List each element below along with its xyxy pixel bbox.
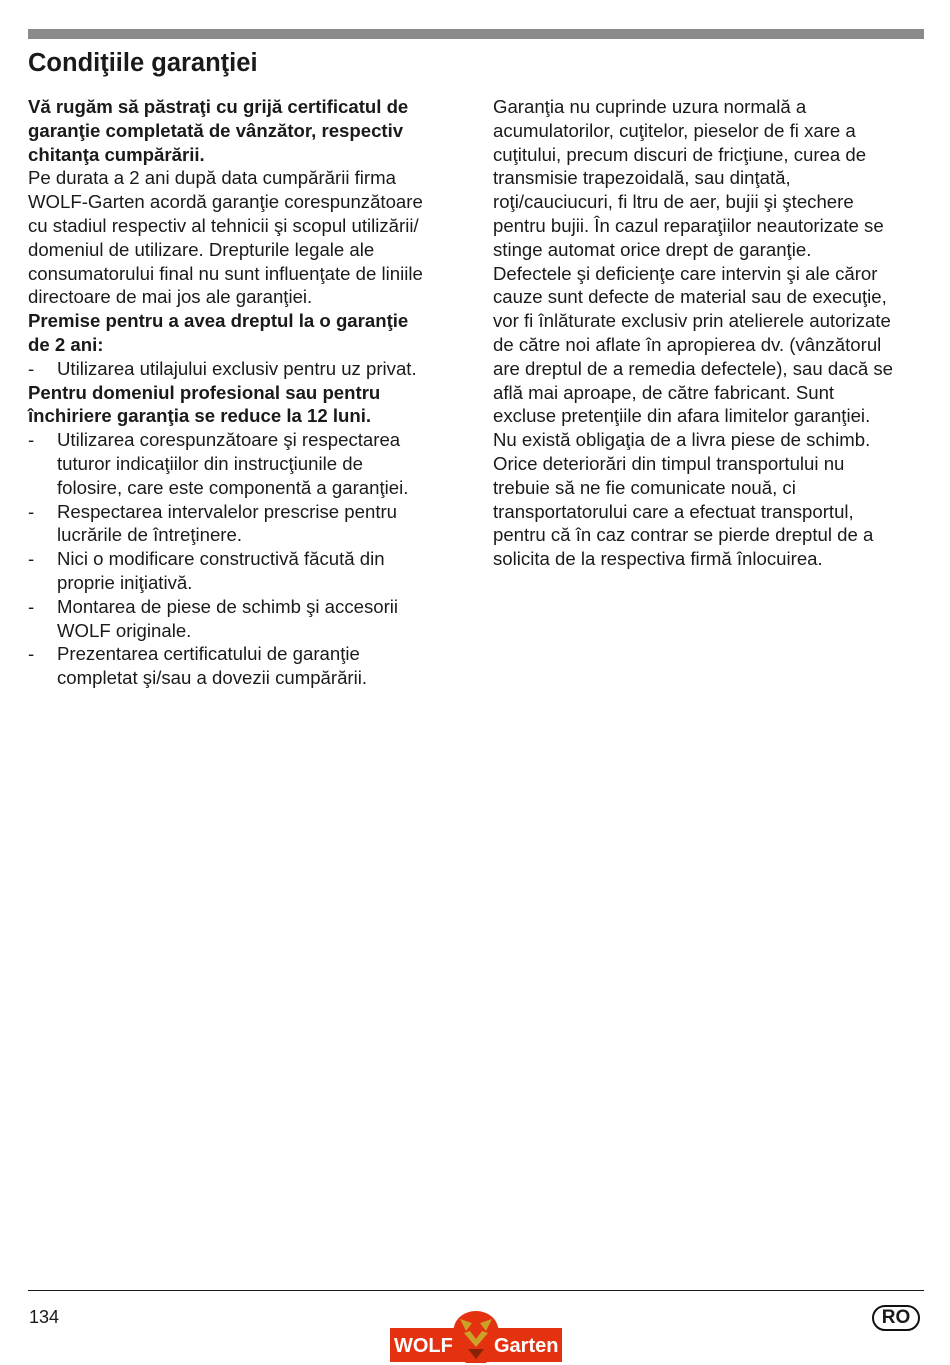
list-item-text: Utilizarea corespunzătoare şi respectarea (57, 429, 401, 451)
list-item-line (28, 619, 458, 643)
list-item-text: Utilizarea utilajului exclusiv pentru uz privat. (57, 357, 417, 379)
text-line: acumulatorilor, cuţitelor, pieselor de fi xare a (493, 119, 856, 141)
page-number: 134 (29, 1307, 60, 1327)
bold-text-line: Pentru domeniul profesional sau pentru (28, 381, 381, 403)
text-line: cuţitului, precum discuri de fricţiune, curea de (493, 143, 867, 165)
list-item-text: Prezentarea certificatului de garanţie (57, 643, 360, 665)
logo-wolf-text: WOLF (394, 1335, 453, 1357)
text-line: directoare de mai jos ale garanţiei. (28, 286, 313, 308)
list-dash: - (28, 548, 35, 570)
text-line: cu stadiul respectiv al tehnicii şi scopul utilizării/ (28, 214, 419, 236)
top-rule (28, 29, 924, 39)
list-item-line (28, 666, 458, 690)
text-line: roţi/cauciucuri, fi ltru de aer, bujii şi ştechere (493, 191, 854, 213)
list-dash: - (28, 643, 35, 665)
list-item-line (28, 547, 458, 571)
list-dash: - (28, 595, 35, 617)
right-column (493, 95, 925, 571)
logo-garten-text: Garten (494, 1335, 559, 1357)
list-item-text: tuturor indicaţiilor din instrucţiunile de (57, 452, 363, 474)
list-item-text: Respectarea intervalelor prescrise pentru (57, 500, 398, 522)
list-item-line (28, 357, 458, 381)
list-item-line (28, 428, 458, 452)
list-item-text: Nici o modificare constructivă făcută din (57, 548, 385, 570)
list-item-text: Montarea de piese de schimb şi accesorii (57, 595, 399, 617)
text-line: află mai aproape, de către fabricant. Sunt (493, 381, 835, 403)
list-item-line (28, 452, 458, 476)
text-line: domeniul de utilizare. Drepturile legale ale (28, 238, 375, 260)
bold-text-line: Premise pentru a avea dreptul la o garanţie (28, 310, 409, 332)
text-line: pentru că în caz contrar se pierde dreptul de a (493, 524, 874, 546)
list-item-text: WOLF originale. (57, 619, 192, 641)
text-line: de către noi aflate în apropierea dv. (vânzătorul (493, 333, 882, 355)
list-item-line (28, 476, 458, 500)
text-line: Pe durata a 2 ani după data cumpărării firma (28, 167, 396, 189)
list-item-line (28, 571, 458, 595)
text-line: stinge automat orice drept de garanţie. (493, 238, 812, 260)
bold-text-line: garanţie completată de vânzător, respectiv (28, 119, 404, 141)
text-line: solicita de la respectiva firmă înlocuirea. (493, 548, 823, 570)
text-line: trebuie să ne fie comunicate nouă, ci (493, 476, 796, 498)
list-dash: - (28, 429, 35, 451)
text-line: transmisie trapezoidală, sau dinţată, (493, 167, 791, 189)
page-title: Condiţiile garanţiei (28, 49, 258, 77)
text-line: cauze sunt defecte de material sau de execuţie, (493, 286, 887, 308)
list-item-text: completat şi/sau a dovezii cumpărării. (57, 667, 368, 689)
text-line: are dreptul de a remedia defectele), sau dacă se (493, 357, 894, 379)
left-column (28, 95, 458, 690)
footer-rule (28, 1290, 924, 1291)
list-item-text: lucrările de întreţinere. (57, 524, 242, 546)
text-line: Defectele şi deficienţe care intervin şi ale căror (493, 262, 878, 284)
bold-text-line: de 2 ani: (28, 333, 104, 355)
list-item-text: proprie iniţiativă. (57, 571, 193, 593)
list-dash: - (28, 357, 35, 379)
list-item-line (28, 500, 458, 524)
text-line: pentru bujii. În cazul reparaţiilor neautorizate se (493, 214, 884, 236)
text-line: WOLF-Garten acordă garanţie corespunzătoare (28, 191, 423, 213)
text-line: transportatorului care a efectuat transportul, (493, 500, 854, 522)
text-line: vor fi înlăturate exclusiv prin atelierele autorizate (493, 310, 891, 332)
text-line: Garanţia nu cuprinde uzura normală a (493, 96, 807, 117)
bold-text-line: chitanţa cumpărării. (28, 143, 205, 165)
bold-text-line: închiriere garanţia se reduce la 12 luni. (28, 405, 372, 427)
text-line: Nu există obligaţia de a livra piese de schimb. (493, 429, 871, 451)
list-item-line (28, 523, 458, 547)
bold-text-line: Vă rugăm să păstraţi cu grijă certificatul de (28, 96, 409, 117)
text-line: consumatorului final nu sunt influenţate de liniile (28, 262, 423, 284)
text-line: Orice deteriorări din timpul transportului nu (493, 452, 845, 474)
text-line: excluse pretenţiile din afara limitelor garanţiei. (493, 405, 871, 427)
language-badge: RO (872, 1305, 920, 1331)
list-item-line (28, 642, 458, 666)
list-item-line (28, 595, 458, 619)
list-dash: - (28, 500, 35, 522)
wolf-garten-logo (390, 1309, 562, 1365)
list-item-text: folosire, care este componentă a garanţiei. (57, 476, 409, 498)
